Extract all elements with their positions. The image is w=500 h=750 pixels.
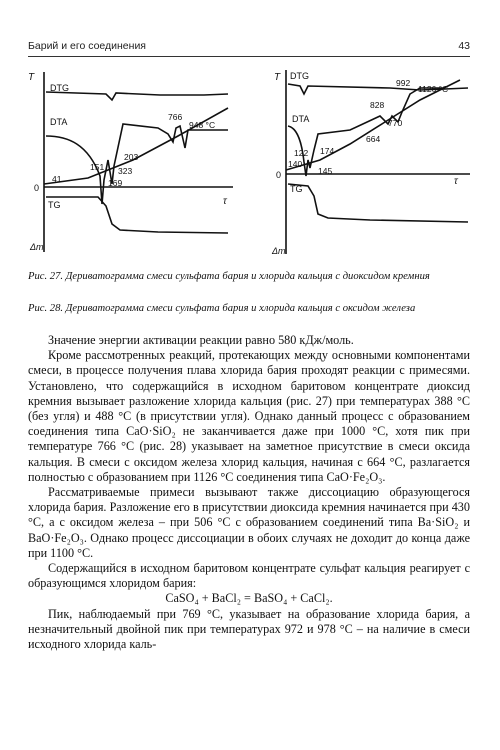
fig27-tg-label: TG [48, 200, 61, 210]
fig28-dm-label: Δm [272, 246, 286, 256]
paragraph: Кроме рассмотренных реакций, протекающих между основными компонентами смеси, в процессе получения плава хлорида бария проходят реакции с примесями. Установлено, что содержащийся в исходном баритовом концентрате диоксид кремния вызывает разложение хлорида кальция (рис. 27) при температурах 388 °С (без угля) и 488 °С (в присутствии угля). Однако данный процесс с образованием соединения типа CaO·SiO₂ не заканчивается даже при 1000 °С, хотя пик при температуре 766 °С (рис. 28) указывает на заметное присутствие в смеси оксида кальция. В смеси с оксидом железа хлорид кальция, начиная с 664 °С, разлагается полностью с образованием при 1126 °С соединения типа CaO·Fe₂O₃. [28, 348, 470, 484]
fig27-peak-948: 948 °C [189, 120, 216, 130]
figure-27-derivatogram [28, 64, 243, 264]
header-rule [28, 56, 470, 57]
fig28-peak-1126: 1126 °C [418, 84, 449, 94]
fig28-peak-140: 140 [288, 159, 303, 169]
fig27-peak-766: 766 [168, 112, 183, 122]
caption-text: Дериватограмма смеси сульфата бария и хлорида кальция с оксидом железа [65, 303, 416, 314]
fig28-t-label: T [274, 72, 281, 83]
fig27-t-label: T [28, 72, 35, 83]
fig27-dtg-label: DTG [50, 83, 69, 93]
fig27-zero-label: 0 [34, 183, 40, 193]
fig28-tau-label: τ [454, 176, 458, 187]
fig27-dta-label: DTA [50, 117, 68, 127]
fig28-peak-992: 992 [396, 78, 411, 88]
fig27-dta-curve [46, 124, 228, 204]
running-header-title: Барий и его соединения [28, 40, 146, 52]
body-text [28, 333, 470, 652]
caption-text: Дериватограмма смеси сульфата бария и хлорида кальция с диоксидом кремния [65, 271, 430, 282]
fig28-dta-label: DTA [292, 114, 310, 124]
fig28-peak-828: 828 [370, 100, 385, 110]
fig27-peak-203: 203 [124, 152, 139, 162]
fig27-tg-curve [46, 197, 228, 233]
caption-number: Рис. 27. [28, 271, 64, 282]
fig28-peak-770: 770 [388, 118, 403, 128]
chemical-equation: CaSO₄ + BaCl₂ = BaSO₄ + CaCl₂. [165, 591, 333, 606]
fig27-peak-169: 169 [108, 178, 123, 188]
fig28-peak-664: 664 [366, 134, 381, 144]
running-header [28, 40, 470, 56]
paragraph: Значение энергии активации реакции равно 580 кДж/моль. [48, 333, 354, 347]
fig28-tg-label: TG [290, 184, 303, 194]
fig28-peak-174: 174 [320, 146, 335, 156]
fig28-tg-curve [288, 184, 468, 222]
fig28-dtg-label: DTG [290, 71, 309, 81]
fig27-dtg-curve [46, 92, 228, 100]
fig28-zero-label: 0 [276, 170, 282, 180]
page-number: 43 [458, 40, 470, 52]
fig28-peak-145: 145 [318, 166, 333, 176]
fig27-dm-label: Δm [30, 242, 44, 252]
paragraph: Пик, наблюдаемый при 769 °С, указывает на образование хлорида бария, а незначительный двойной пик при температурах 972 и 978 °С – на наличие в смеси исходного хлорида каль- [28, 606, 470, 652]
fig27-peak-41: 41 [52, 174, 62, 184]
fig28-peak-122: 122 [294, 148, 309, 158]
figure-28-derivatogram [270, 64, 480, 264]
figure-27-caption [28, 270, 470, 283]
caption-number: Рис. 28. [28, 303, 64, 314]
fig27-peak-151: 151 [90, 162, 105, 172]
fig27-tau-label: τ [223, 196, 227, 207]
paragraph: Содержащийся в исходном баритовом концентрате сульфат кальция реагирует с образующимся хлоридом бария: [28, 561, 470, 591]
fig27-peak-323: 323 [118, 166, 133, 176]
paragraph: Рассматриваемые примеси вызывают также диссоциацию образующегося хлорида бария. Разложение его в присутствии диоксида кремния начинается при 430 °С, а с оксидом железа – при 506 °С с образованием соединений типа Ba·SiO₂ и BaO·Fe₂O₃. Однако процесс диссоциации в обоих случаях не доходит до конца даже при 1100 °С. [28, 485, 470, 560]
figure-28-caption [28, 302, 470, 315]
